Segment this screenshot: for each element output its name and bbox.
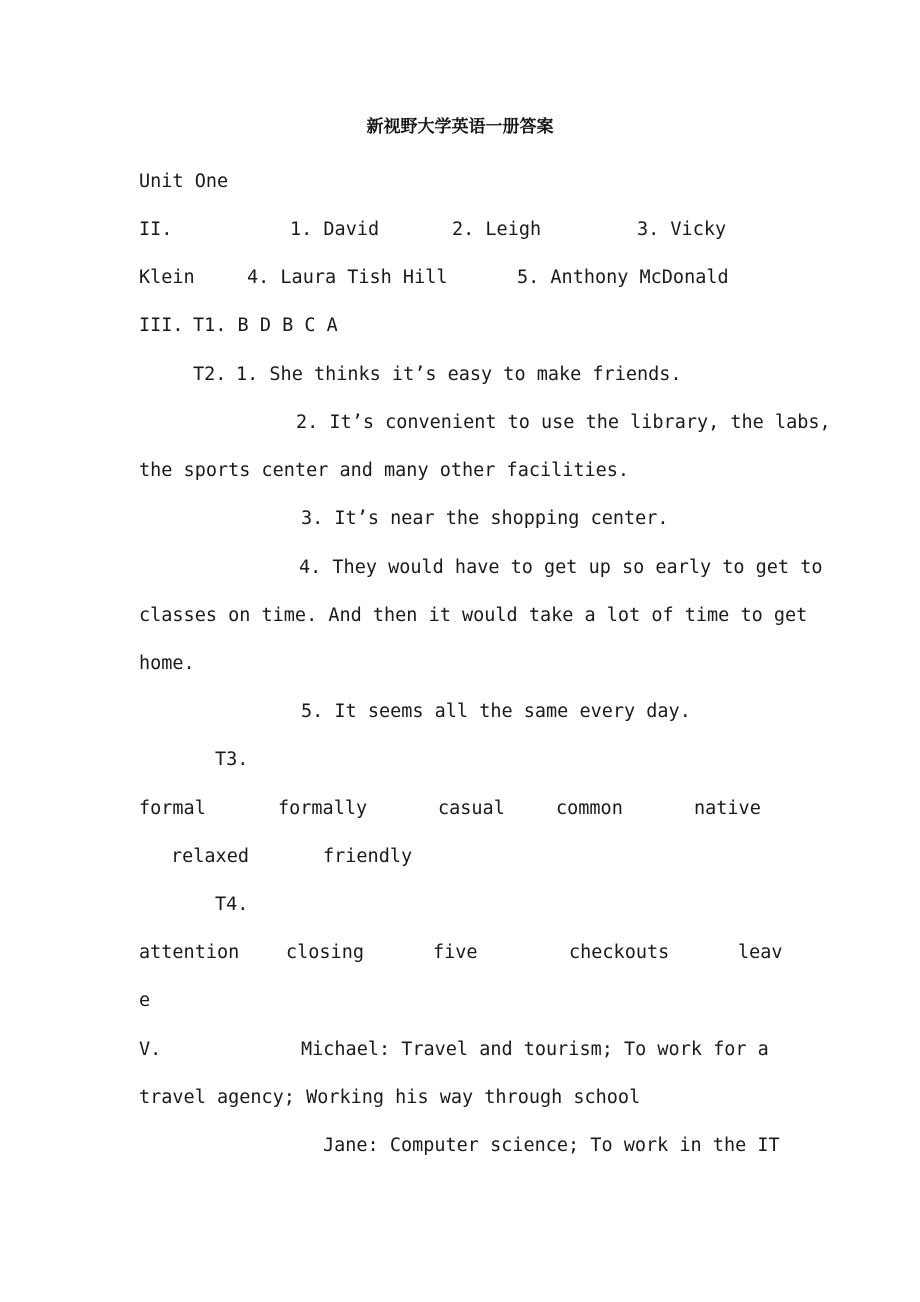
t2-answer-4-continued: classes on time. And then it would take a lot of time to get: [139, 605, 808, 626]
name-3-continued: Klein: [139, 267, 195, 288]
t2-answer-2-continued: the sports center and many other facilities.: [139, 460, 630, 481]
section-v-line-2: travel agency; Working his way through school: [139, 1087, 641, 1108]
t2-label: T2.: [193, 364, 227, 385]
t2-answer-4-end: home.: [139, 653, 195, 674]
t4-word: five: [433, 942, 478, 963]
section-v-line-3: Jane: Computer science; To work in the IT: [323, 1135, 780, 1156]
name-2: 2. Leigh: [452, 219, 542, 240]
section-iii-label: III.: [139, 315, 184, 336]
t4-label: T4.: [215, 894, 249, 915]
unit-heading: Unit One: [139, 171, 229, 192]
t2-answer-5: 5. It seems all the same every day.: [301, 701, 691, 722]
name-3: 3. Vicky: [637, 219, 727, 240]
t1-answers: T1. B D B C A: [193, 315, 338, 336]
t3-word: casual: [438, 798, 505, 819]
t3-word: formal: [139, 798, 206, 819]
t3-word: formally: [278, 798, 368, 819]
t3-word: relaxed: [171, 846, 249, 867]
t4-word: leav: [738, 942, 783, 963]
t2-answer-1: 1. She thinks it’s easy to make friends.: [236, 364, 682, 385]
t2-answer-3: 3. It’s near the shopping center.: [301, 508, 669, 529]
t3-word: friendly: [323, 846, 413, 867]
t3-word: native: [694, 798, 761, 819]
t2-answer-2: 2. It’s convenient to use the library, the labs,: [296, 412, 831, 433]
section-ii-label: II.: [139, 219, 173, 240]
t4-word-continued: e: [139, 990, 151, 1011]
t4-word: attention: [139, 942, 240, 963]
t3-label: T3.: [215, 749, 249, 770]
document-title: 新视野大学英语一册答案: [366, 117, 554, 137]
name-1: 1. David: [290, 219, 380, 240]
t4-word: closing: [286, 942, 364, 963]
name-4: 4. Laura Tish Hill: [247, 267, 448, 288]
section-v-label: V.: [139, 1039, 162, 1060]
t2-answer-4: 4. They would have to get up so early to get to: [299, 557, 823, 578]
name-5: 5. Anthony McDonald: [517, 267, 729, 288]
t3-word: common: [556, 798, 623, 819]
t4-word: checkouts: [569, 942, 670, 963]
section-v-line-1: Michael: Travel and tourism; To work for a: [301, 1039, 769, 1060]
